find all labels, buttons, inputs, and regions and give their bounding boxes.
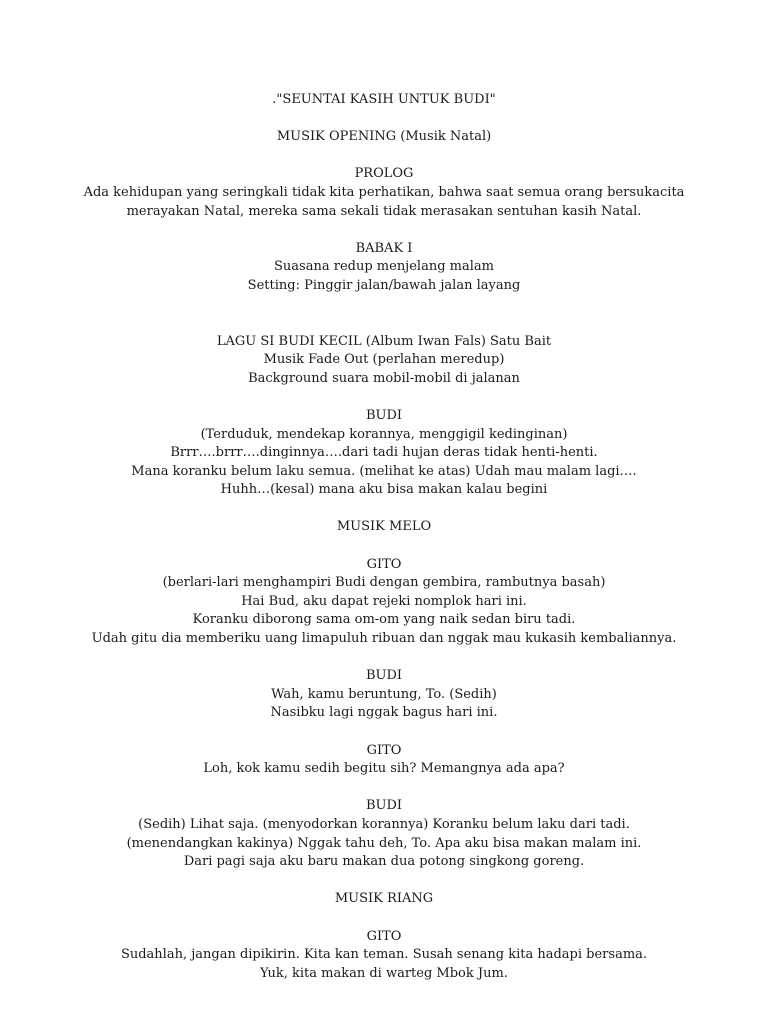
dialogue-budi-2	[0, 667, 768, 723]
dialogue-line: Yuk, kita makan di warteg Mbok Jum.	[260, 965, 508, 981]
prolog-line: merayakan Natal, mereka sama sekali tidak merasakan sentuhan kasih Natal.	[126, 203, 642, 219]
music-opening-block	[0, 128, 768, 147]
prolog-block	[0, 165, 768, 221]
speaker-name: BUDI	[365, 668, 403, 684]
prolog-heading: PROLOG	[354, 166, 414, 182]
speaker-name: BUDI	[365, 407, 403, 423]
dialogue-line: Nasibku lagi nggak bagus hari ini.	[270, 705, 498, 721]
title-block	[0, 91, 768, 110]
dialogue-gito-1	[0, 556, 768, 649]
speaker-name: GITO	[366, 928, 402, 944]
dialogue-budi-3	[0, 797, 768, 871]
song-line: Musik Fade Out (perlahan meredup)	[263, 352, 505, 368]
dialogue-line: Sudahlah, jangan dipikirin. Kita kan teman. Susah senang kita hadapi bersama.	[120, 947, 648, 963]
babak1-line: Suasana redup menjelang malam	[274, 259, 494, 275]
music-melo-block	[0, 518, 768, 537]
music-riang-block	[0, 890, 768, 909]
dialogue-line: Mana koranku belum laku semua. (melihat ke atas) Udah mau malam lagi….	[131, 463, 637, 479]
dialogue-line: (berlari-lari menghampiri Budi dengan gembira, rambutnya basah)	[162, 575, 606, 591]
babak1-line: Setting: Pinggir jalan/bawah jalan layang	[247, 277, 521, 293]
dialogue-line: Loh, kok kamu sedih begitu sih? Memangnya ada apa?	[203, 761, 565, 777]
dialogue-line: (Sedih) Lihat saja. (menyodorkan korannya) Koranku belum laku dari tadi.	[138, 816, 630, 832]
dialogue-line: Koranku diborong sama om-om yang naik sedan biru tadi.	[192, 612, 576, 628]
dialogue-line: Brrr….brrr….dinginnya….dari tadi hujan deras tidak henti-henti.	[170, 445, 598, 461]
dialogue-gito-3	[0, 928, 768, 984]
speaker-name: GITO	[366, 742, 402, 758]
dialogue-line: Hai Bud, aku dapat rejeki nomplok hari ini.	[241, 593, 527, 609]
speaker-name: BUDI	[365, 798, 403, 814]
speaker-name: GITO	[366, 556, 402, 572]
dialogue-line: Huhh…(kesal) mana aku bisa makan kalau begini	[220, 482, 548, 498]
song-line: Background suara mobil-mobil di jalanan	[248, 370, 520, 386]
babak1-block	[0, 240, 768, 296]
babak1-heading: BABAK I	[355, 240, 413, 256]
music-opening-cue: MUSIK OPENING (Musik Natal)	[276, 129, 492, 145]
dialogue-line: Udah gitu dia memberiku uang limapuluh ribuan dan nggak mau kukasih kembaliannya.	[91, 631, 677, 647]
dialogue-budi-1	[0, 407, 768, 500]
prolog-line: Ada kehidupan yang seringkali tidak kita perhatikan, bahwa saat semua orang bersukacita	[83, 184, 685, 200]
music-riang-cue: MUSIK RIANG	[334, 891, 434, 907]
dialogue-line: (Terduduk, mendekap korannya, menggigil kedinginan)	[200, 426, 568, 442]
dialogue-line: Dari pagi saja aku baru makan dua potong singkong goreng.	[183, 854, 585, 870]
dialogue-line: (menendangkan kakinya) Nggak tahu deh, To. Apa aku bisa makan malam ini.	[126, 835, 642, 851]
dialogue-line: Wah, kamu beruntung, To. (Sedih)	[271, 686, 497, 702]
dialogue-gito-2	[0, 742, 768, 779]
song-line: LAGU SI BUDI KECIL (Album Iwan Fals) Satu Bait	[216, 333, 552, 349]
song-block	[0, 333, 768, 389]
music-melo-cue: MUSIK MELO	[336, 519, 432, 535]
script-title: ."SEUNTAI KASIH UNTUK BUDI"	[272, 92, 496, 107]
